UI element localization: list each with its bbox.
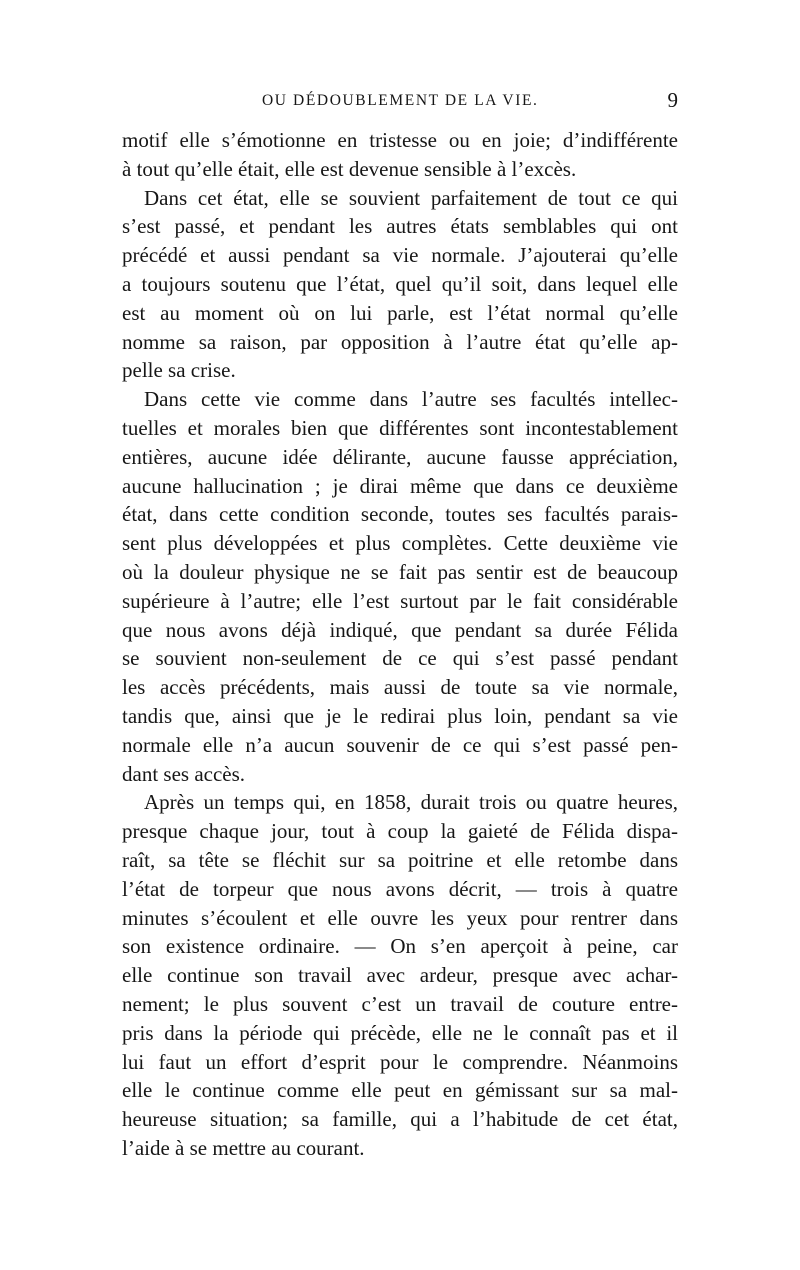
text-line: a toujours soutenu que l’état, quel qu’il soit, dans lequel elle [122,271,678,296]
text-line: que nous avons déjà indiqué, que pendant sa durée Félida [122,617,678,642]
text-line: pris dans la période qui précède, elle ne le connaît pas et il [122,1020,678,1045]
text-line: pelle sa crise. [122,358,236,383]
text-line: où la douleur physique ne se fait pas sentir est de beaucoup [122,559,678,584]
text-line: Dans cet état, elle se souvient parfaitement de tout ce qui [144,185,678,210]
text-line: à tout qu’elle était, elle est devenue sensible à l’excès. [122,156,577,181]
text-line: supérieure à l’autre; elle l’est surtout par le fait considérable [122,588,678,613]
text-line: Dans cette vie comme dans l’autre ses facultés intellec- [144,387,678,412]
page-number: 9 [667,88,678,112]
text-line: est au moment où on lui parle, est l’état normal qu’elle [122,300,678,325]
text-line: lui faut un effort d’esprit pour le comprendre. Néanmoins [122,1049,678,1074]
text-line: nomme sa raison, par opposition à l’autre état qu’elle ap- [122,329,678,354]
running-head: OU DÉDOUBLEMENT DE LA VIE. [262,92,539,109]
text-line: état, dans cette condition seconde, toutes ses facultés parais- [122,502,678,527]
text-line: dant ses accès. [122,761,246,786]
text-line: raît, sa tête se fléchit sur sa poitrine et elle retombe dans [122,847,678,872]
text-line: tuelles et morales bien que différentes sont incontestablement [122,415,678,440]
text-line: l’aide à se mettre au courant. [122,1135,365,1160]
text-line: nement; le plus souvent c’est un travail de couture entre- [122,991,678,1016]
text-line: précédé et aussi pendant sa vie normale. J’ajouterai qu’elle [122,243,678,268]
paragraph-3 [122,385,678,788]
text-line: sent plus développées et plus complètes. Cette deuxième vie [122,531,678,556]
text-line: se souvient non-seulement de ce qui s’est passé pendant [122,646,678,671]
text-line: son existence ordinaire. — On s’en aperçoit à peine, car [122,934,678,959]
text-line: les accès précédents, mais aussi de toute sa vie normale, [122,675,678,700]
text-line: Après un temps qui, en 1858, durait trois ou quatre heures, [144,790,678,815]
text-line: elle continue son travail avec ardeur, presque avec achar- [122,963,678,988]
paragraph-4 [122,788,678,1162]
text-line: tandis que, ainsi que je le redirai plus loin, pendant sa vie [122,703,678,728]
text-line: motif elle s’émotionne en tristesse ou en joie; d’indifférente [122,128,678,152]
text-line: elle le continue comme elle peut en gémissant sur sa mal- [122,1078,678,1103]
page-header [122,88,678,118]
text-line: normale elle n’a aucun souvenir de ce qui s’est passé pen- [122,732,678,757]
paragraph-2 [122,184,678,386]
text-line: l’état de torpeur que nous avons décrit, — trois à quatre [122,876,678,901]
paragraph-1 [122,126,678,184]
text-line: entières, aucune idée délirante, aucune fausse appréciation, [122,444,678,469]
text-line: presque chaque jour, tout à coup la gaieté de Félida dispa- [122,819,678,844]
text-line: minutes s’écoulent et elle ouvre les yeux pour rentrer dans [122,905,678,930]
text-line: s’est passé, et pendant les autres états semblables qui ont [122,214,678,239]
text-line: aucune hallucination ; je dirai même que dans ce deuxième [122,473,678,498]
body-text [122,126,678,1163]
text-line: heureuse situation; sa famille, qui a l’habitude de cet état, [122,1107,678,1132]
